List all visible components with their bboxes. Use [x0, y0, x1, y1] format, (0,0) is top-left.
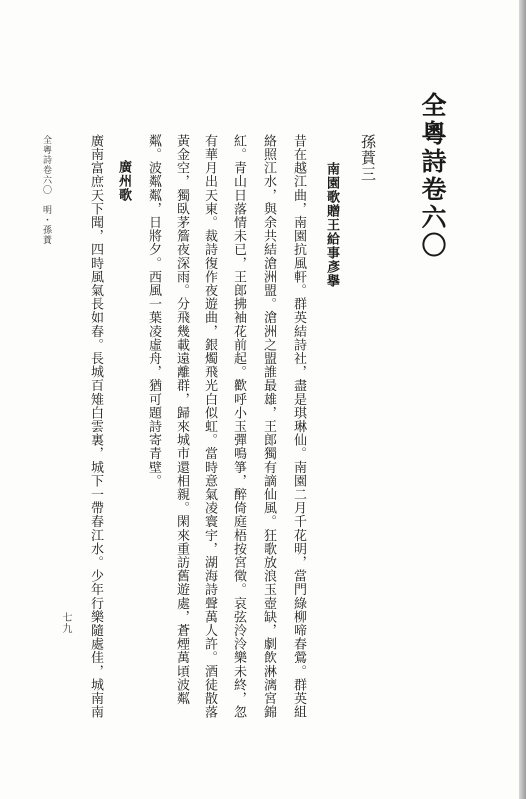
poem-line: 絡照江水，與余共結滄洲盟。滄洲之盟誰最雄，王郎獨有謫仙風。狂歌放浪玉壺缺，劇飲淋漓宮錦 — [261, 134, 276, 719]
poem-line: 昔在越江曲，南園抗風軒。群英結詩社，盡是琪琳仙。南園二月千花明，當門綠柳啼春鶯。群英組 — [291, 134, 306, 719]
poem-line: 有華月出天東。裁詩復作夜遊曲，銀燭飛光白似虹。當時意氣凌寰宇，湖海詩聲萬人許。酒徒散落 — [202, 134, 217, 719]
volume-title: 全粵詩卷六〇 — [418, 92, 447, 260]
page-number: 七九 — [60, 612, 71, 634]
poem-line: 黃金空，獨臥茅簷夜深雨。分飛幾載遠離群，歸來城市還相親。閑來重訪舊遊處，蒼煙萬頃波粼 — [174, 134, 189, 706]
poem-line: 廣南富庶天下聞，四時風氣長如春。長城百雉白雲裏，城下一帶春江水。少年行樂隨處佳，城南南 — [88, 134, 103, 719]
poem-title-1: 南園歌贈王給事彥擧 — [324, 162, 339, 288]
poem-title-2: 廣州歌 — [116, 160, 131, 202]
running-head: 全粵詩卷六〇 明・孫蕡 — [41, 135, 51, 245]
poem-line: 粼。波粼粼，日將夕。西風一葉凌虛舟，猶可題詩寄青壁。 — [146, 134, 161, 488]
poem-line: 紅。青山日落情未已，王郎拂袖花前起。歡呼小玉彈鳴箏，醉倚庭梧按宮徵。哀弦泠泠樂未終，忽 — [231, 134, 246, 719]
author-name: 孫蕡三 — [359, 134, 377, 182]
page-edge — [519, 0, 526, 799]
